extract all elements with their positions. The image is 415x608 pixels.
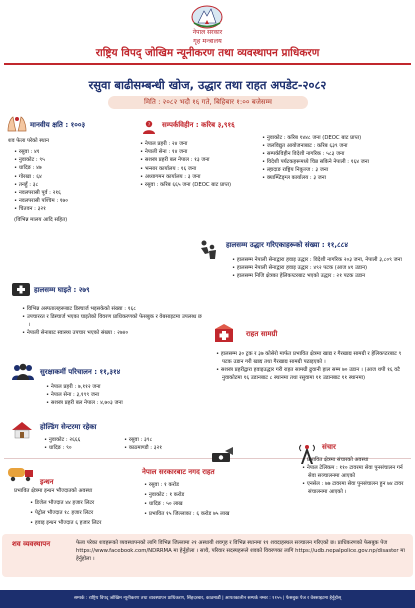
list-item: • पेट्रोल भौज्दात १८ हजार लिटर: [30, 508, 101, 518]
bodies-text: फेला परेका शवहरूको व्यवस्थापनको लागि विभिन्न जिल्लामा २१ अस्थायी शवगृह र विभिन्न स्थानमा ११ शवदाहस्थल सञ्चालन गरिएको छ। प्राधिकरणको फेसबुक पेज https://www.facebook.com/NDRRMA मा हेर्नुहोला । साथै, परिवार सदस्यहरूले शवको विवरणका लागि https://udb.nepalpolice.gov.np/disaster मा हेर्नुहोला ।: [76, 540, 405, 562]
ministry-label: गृह मन्त्रालय: [193, 37, 222, 45]
date-badge: मिति : २०८२ भदौ १६ गते, बिहिबार १:०० बजेसम्म: [108, 96, 308, 109]
first-aid-icon: [10, 280, 32, 298]
missing-list-left: [140, 140, 210, 181]
hands-icon: [4, 112, 30, 134]
security-personnel-icon: [10, 362, 36, 382]
authority-title: राष्ट्रिय विपद् जोखिम न्यूनीकरण तथा व्यवस्थापन प्राधिकरण: [95, 47, 320, 59]
shelter-icon: [10, 420, 34, 440]
list-item: • नेपाल प्रहरी : २४ जना: [140, 140, 210, 148]
header: [0, 0, 415, 62]
list-item: • धादिङ : ९०: [44, 444, 80, 452]
deaths-note: (विभिन्न मालय आदि सहित): [14, 217, 68, 223]
list-item: • प्रभावित क्षेत्रमा संचारको अवस्था: [302, 456, 410, 464]
fuel-title: इन्धन: [40, 478, 54, 486]
bodies-title: शव व्यवस्थापन: [12, 540, 51, 548]
list-item: • विभिन्न अस्पतालहरूबाट डिस्चार्ज भइसकेको संख्या : १६८: [22, 305, 202, 313]
list-item: • एनसेल : ७७ टावरमा सेवा पुनसंचालन हुन ७४ टावर संचालनमा आएको ।: [302, 480, 410, 496]
rescue-icon: [196, 238, 220, 262]
comm-title: संचार: [322, 443, 336, 451]
footer-bar: सम्पर्क : राष्ट्रिय विपद् जोखिम न्यूनीकरण तथा व्यवस्थापन प्राधिकरण, सिंहदरबार, काठमाडौं | आपतकालीन सम्पर्क नम्बर : ११५५ | फेसबुक पेज र वेबसाइटमा हेर्नुहोस्: [0, 590, 415, 608]
relief-title: राहत सामग्री: [246, 330, 278, 338]
list-item: • काठमाण्डौ : ३२१: [124, 444, 162, 452]
cash-title: नेपाल सरकारबाट नगद राहत: [142, 468, 215, 476]
rescued-list: [232, 256, 408, 280]
svg-text:?: ?: [147, 122, 151, 127]
rescued-title: हालसम्म उद्धार गरिएकाहरूको संख्या : ११,८८४: [226, 241, 348, 249]
security-list: [46, 383, 123, 408]
list-item: • धादिङ : ५० लाख: [144, 500, 229, 510]
list-item: • सशस्त्र प्रहरी बल नेपाल : १३ जना: [140, 156, 210, 164]
list-item: • नेपाल टेलिकम : ११० टावरमा सेवा पुनसंचालन गर्न सेवा सञ्चालनमा आएको: [302, 464, 410, 480]
list-item: • नेपाली सेनाबाट स्वास्थ्य उपचार भएको संख्या : २७४०: [22, 329, 202, 337]
deaths-subtitle: शव फेला परेको स्थान: [8, 138, 49, 144]
list-item: • सम्पर्कविहीन विदेशी नागरिक : ५८३ जना: [262, 150, 414, 158]
list-item: • नेपाल प्रहरी : ७,११२ जना: [46, 383, 123, 391]
list-item: • नुवाकोट : १ करोड: [144, 491, 229, 501]
list-item: • सशस्त्र प्रहरीद्वारा हवाइउद्धार गरी राहत सामग्री ढुवानी हाल सम्म ७० उडान । (आज थपी १६ वटै नुवाकोटमा १६ उडानबाट ८ स्थानमा तथा रसुवामा ११ उडानबाट ११ स्थानमा): [216, 366, 410, 382]
government-label: नेपाल सरकार: [192, 29, 223, 36]
nepal-emblem-icon: [188, 3, 226, 29]
list-item: • अध्यागमन कार्यालय : ३ जना: [140, 173, 210, 181]
list-item: • प्रभावित १५ जिल्लाका : ६ करोड ७५ लाख: [144, 510, 229, 520]
list-item: • नुवाकोट : करिब १४४८ जना (DEOC बाट प्राप्त): [262, 134, 414, 142]
list-item: • नवलपरासी पश्चिम : १७०: [14, 197, 68, 205]
list-item: • हालसम्म नेपाली सेनाद्वारा हवाइ उद्धार : विदेशी नागरिक २०३ जना, नेपाली ३,८०९ जना: [232, 256, 408, 264]
missing-list-left-extra: [140, 181, 240, 189]
comm-list: [302, 456, 410, 496]
cash-list: [144, 481, 229, 519]
list-item: • हालसम्म नेपाली सेनाद्वारा हवाइ उद्धार : ४९२ पटक (आज ४१ उडान): [232, 264, 408, 272]
list-item: • जलविद्युत आयोजनाबाट : करिब ६३९ जना: [262, 142, 414, 150]
missing-title: सम्पर्कविहीन : करिब ३,९१६: [162, 121, 235, 129]
list-item: • हालसम्म ३० ट्रक र ३७ कोसेरो मार्फत प्रभावित क्षेत्रमा खाद्य र गैरखाद्य सामग्री र हेलिकप्टरबाट ९ पटक उडान गरी खाद्य तथा गैरखाद्य सामग्री पठाइएको ।: [216, 350, 410, 366]
injured-list: [22, 305, 202, 337]
list-item: • नवलपरासी पूर्व : २१६: [14, 189, 68, 197]
list-item: • रसुवा : करिब ६६५ जना (DEOC बाट प्राप्त): [140, 181, 240, 189]
list-item: • हवाइ इन्धन भौज्दात ६ हजार लिटर: [30, 518, 101, 528]
fuel-truck-icon: [6, 463, 36, 483]
deaths-list: [14, 148, 68, 214]
holding-title: होल्डिंग सेन्टरमा रहेका: [40, 423, 97, 431]
relief-list: [216, 350, 410, 382]
list-item: • रसुवा : ३९८: [124, 436, 162, 444]
list-item: • चितवन : ३२१: [14, 205, 68, 213]
list-item: • नेपाल सेना : ३,१९९ जना: [46, 391, 123, 399]
holding-list-right: [124, 436, 162, 452]
fuel-subtitle: प्रभावित क्षेत्रमा इन्धन भौज्दातको अवस्था: [14, 488, 93, 494]
list-item: • रसुवा : १ करोड: [144, 481, 229, 491]
missing-list-right: [262, 134, 414, 182]
page-title: रसुवा बाढीसम्बन्धी खोज, उद्धार तथा राहत अपडेट-२०८२: [88, 78, 327, 92]
fuel-list: [30, 498, 101, 528]
list-item: • उपचाररत र डिस्चार्ज भएका घाइतेको विवरण प्राधिकरणको फेसबुक र वेबसाइटमा उपलब्ध छ ।: [22, 313, 202, 329]
list-item: • डिजेल भौज्दात ४४ हजार लिटर: [30, 498, 101, 508]
relief-box-icon: [212, 322, 236, 344]
injured-title: हालसम्म घाइते : २७९: [34, 286, 90, 294]
cash-icon: [210, 444, 236, 464]
list-item: • तनहुँ : ३८: [14, 181, 68, 189]
missing-person-icon: [140, 118, 158, 136]
list-item: • गोरखा : ६४: [14, 173, 68, 181]
list-item: • भन्सार कार्यालय : १६ जना: [140, 165, 210, 173]
deaths-title: मानवीय क्षति : १००३: [30, 121, 86, 129]
list-item: • हालसम्म निजि क्षेत्रका हेलिकप्टरबाट भएको उद्धार : २१ पटक उडान: [232, 272, 408, 280]
list-item: • धादिङ : ४७: [14, 164, 68, 172]
list-item: • ल्हादाङ राष्ट्रिय निकुञ्ज : ३ जना: [262, 166, 414, 174]
header-divider: [4, 63, 411, 65]
list-item: • नुवाकोट : ९५: [14, 156, 68, 164]
list-item: • क्याम्प्टिङ्ग्ल कार्यालय : ३ जना: [262, 174, 414, 182]
holding-list-left: [44, 436, 80, 452]
list-item: • सशस्त्र प्रहरी बल नेपाल : ४,७०३ जना: [46, 399, 123, 407]
list-item: • रसुवा : ४१: [14, 148, 68, 156]
security-title: सुरक्षाकर्मी परिचालन : ११,३१४: [40, 368, 121, 376]
list-item: • नुवाकोट : २६६६: [44, 436, 80, 444]
list-item: • विदेशी पर्यटकहरूमध्ये चिन्न सकिने नेपाली : १६४ जना: [262, 158, 414, 166]
list-item: • नेपाली सेना : १४ जना: [140, 148, 210, 156]
